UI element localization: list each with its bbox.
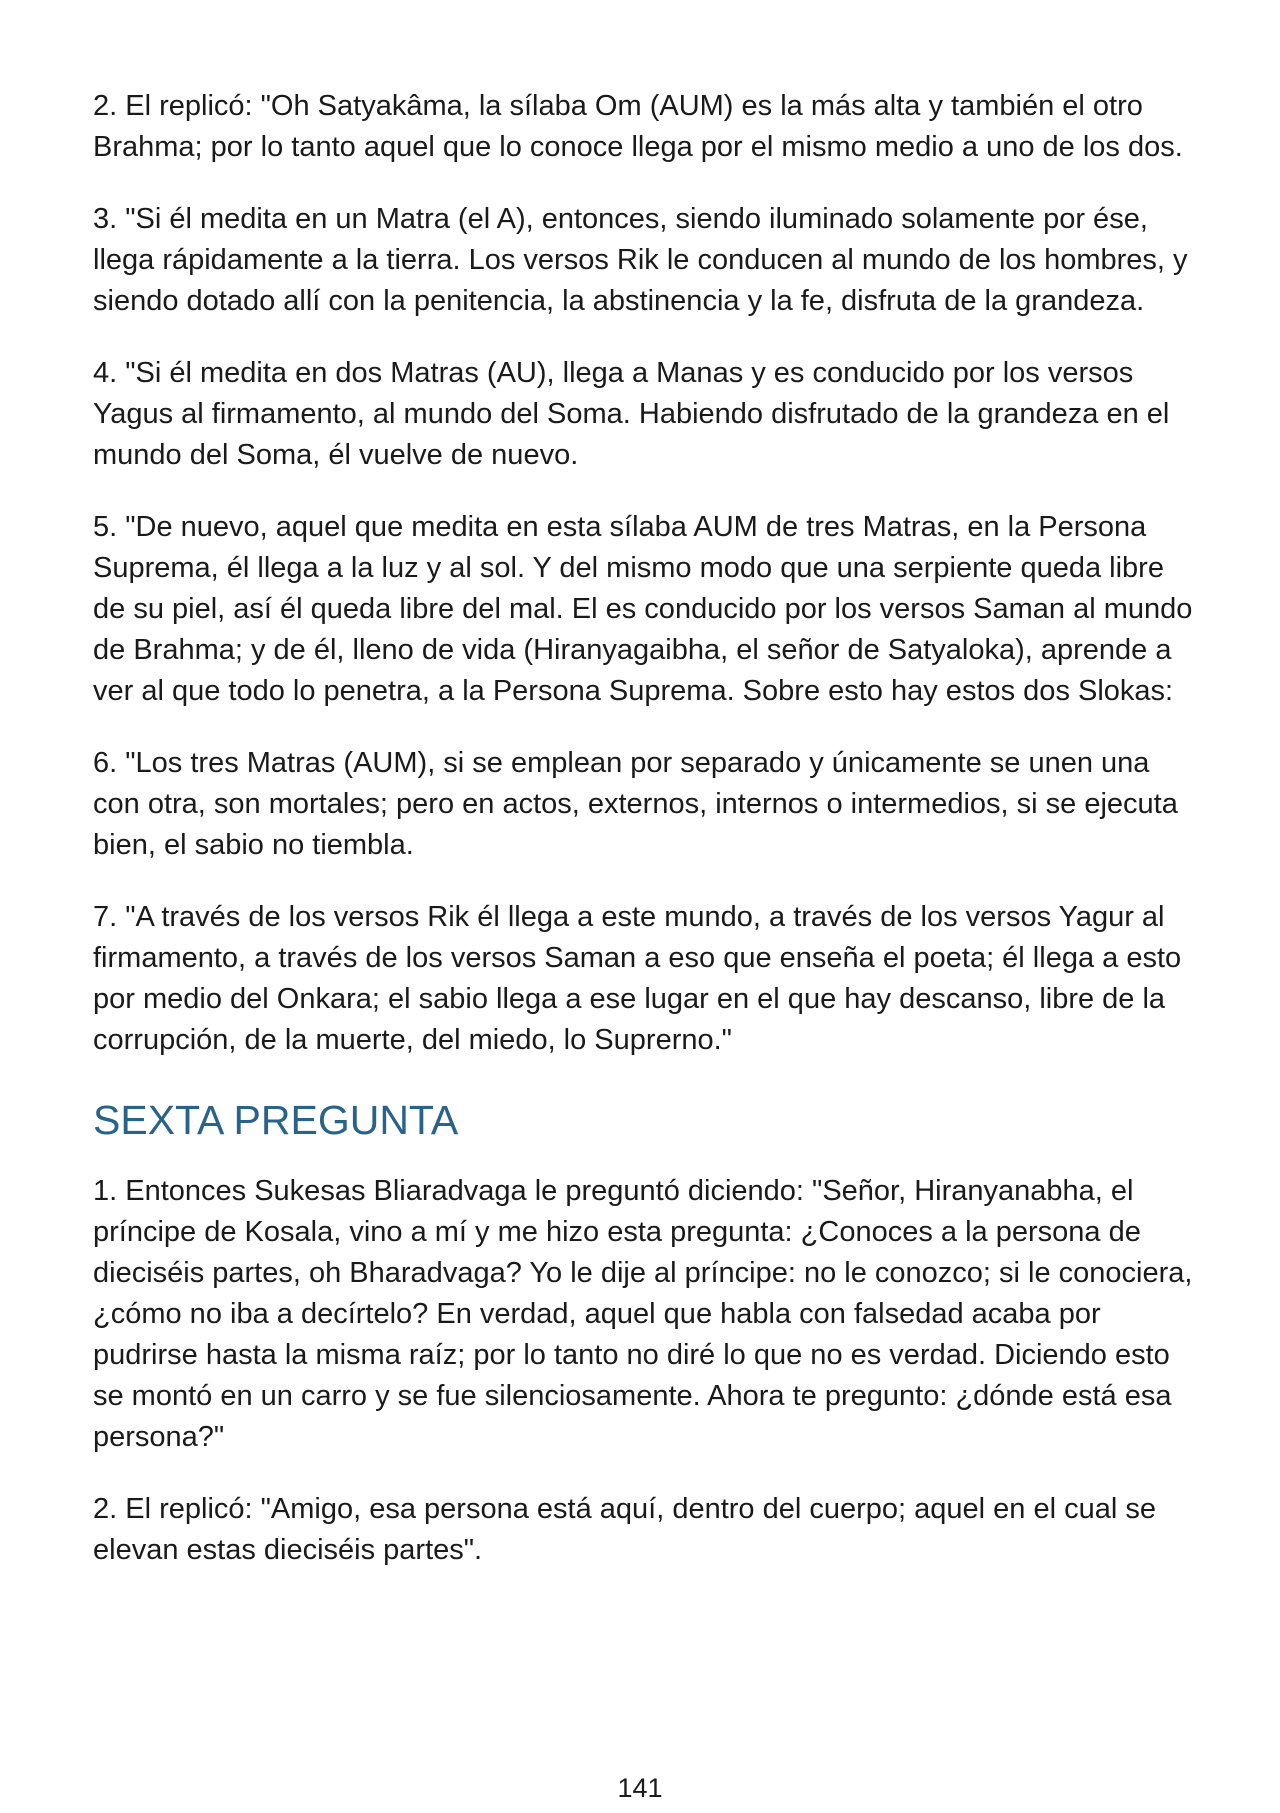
paragraph-5-6: 6. "Los tres Matras (AUM), si se emplean por separado y únicamente se unen una con otra, son mortales; pero en actos, externos, internos o intermedios, si se ejecuta bien, el sabio no tiembla. — [93, 747, 1178, 861]
paragraph-5-4: 4. "Si él medita en dos Matras (AU), llega a Manas y es conducido por los versos Yagus al firmamento, al mundo del Soma. Habiendo disfrutado de la grandeza en el mundo del Soma, él vuelve de nuevo. — [93, 357, 1170, 471]
paragraph-6-2: 2. El replicó: "Amigo, esa persona está aquí, dentro del cuerpo; aquel en el cual se elevan estas dieciséis partes". — [93, 1493, 1157, 1566]
paragraph-5-7: 7. "A través de los versos Rik él llega a este mundo, a través de los versos Yagur al firmamento, a través de los versos Saman a eso que enseña el poeta; él llega a esto por medio del Onkara; el sabio llega a ese lugar en el que hay descanso, libre de la corrupción, de la muerte, del miedo, lo Suprerno." — [93, 901, 1182, 1056]
paragraph-6-1: 1. Entonces Sukesas Bliaradvaga le preguntó diciendo: "Señor, Hiranyanabha, el príncipe de Kosala, vino a mí y me hizo esta pregunta: ¿Conoces a la persona de dieciséis partes, oh Bharadvaga? Yo le dije al príncipe: no le conozco; si le conociera, ¿cómo no iba a decírtelo? En verdad, aquel que habla con falsedad acaba por pudrirse hasta la misma raíz; por lo tanto no diré lo que no es verdad. Diciendo esto se montó en un carro y se fue silenciosamente. Ahora te pregunto: ¿dónde está esa persona?" — [93, 1175, 1193, 1453]
section-heading: SEXTA PREGUNTA — [93, 1097, 459, 1143]
paragraph-5-5: 5. "De nuevo, aquel que medita en esta sílaba AUM de tres Matras, en la Persona Suprema, él llega a la luz y al sol. Y del mismo modo que una serpiente queda libre de su piel, así él queda libre del mal. El es conducido por los versos Saman al mundo de Brahma; y de él, lleno de vida (Hiranyagaibha, el señor de Satyaloka), aprende a ver al que todo lo penetra, a la Persona Suprema. Sobre esto hay estos dos Slokas: — [93, 511, 1193, 707]
page-content — [93, 86, 1203, 1602]
page-number: 141 — [617, 1773, 663, 1803]
paragraph-5-3: 3. "Si él medita en un Matra (el A), entonces, siendo iluminado solamente por ése, llega rápidamente a la tierra. Los versos Rik le conducen al mundo de los hombres, y siendo dotado allí con la penitencia, la abstinencia y la fe, disfruta de la grandeza. — [93, 203, 1188, 317]
paragraph-5-2: 2. El replicó: "Oh Satyakâma, la sílaba Om (AUM) es la más alta y también el otro Brahma; por lo tanto aquel que lo conoce llega por el mismo medio a uno de los dos. — [93, 90, 1183, 163]
